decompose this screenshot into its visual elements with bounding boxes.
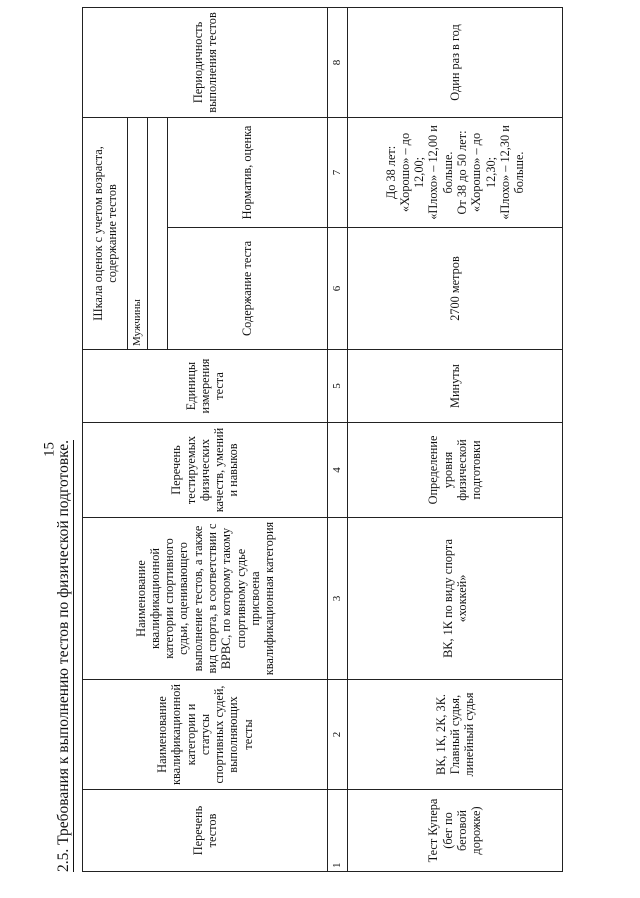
header-gender-blank: [148, 117, 168, 349]
column-number-8: 8: [328, 7, 348, 117]
norm-line: «Хорошо» – до 12,30;: [469, 132, 498, 213]
table-row: [348, 7, 563, 871]
header-row-1: [83, 7, 128, 871]
cell-units: Минуты: [348, 350, 563, 423]
norm-line: До 38 лет:: [383, 145, 398, 200]
column-number-7: 7: [328, 117, 348, 227]
column-number-1: 1: [328, 790, 348, 872]
norm-line: От 38 до 50 лет:: [455, 130, 469, 215]
header-tested-qualities: Перечень тестируемых физических качеств, умений и навыков: [83, 423, 328, 518]
cell-norm: [348, 117, 563, 227]
column-number-5: 5: [328, 350, 348, 423]
column-number-4: 4: [328, 423, 348, 518]
cell-tested-qualities: Определение уровня физической подготовки: [348, 423, 563, 518]
column-number-6: 6: [328, 228, 348, 350]
header-norm: Норматив, оценка: [168, 117, 328, 227]
cell-periodicity: Один раз в год: [348, 7, 563, 117]
column-number-2: 2: [328, 680, 348, 790]
header-units: Единицы измерения теста: [83, 350, 328, 423]
section-title: 2.5. Требования к выполнению тестов по физической подготовке.: [55, 439, 72, 872]
norm-line: «Хорошо» – до 12,00;: [397, 132, 427, 213]
norm-line: «Плохо» – 12,00 и больше.: [426, 125, 455, 220]
cell-evaluator: ВК, 1К по виду спорта «хоккей»: [348, 518, 563, 680]
header-evaluator-category: Наименование квалификационной категории спортивного судьи, оценивающего выполнение тестов, а также вид спорта, в соответствии с ВРВС, по которому такому спортивному судье присвоена квалификационная категория: [83, 518, 328, 680]
header-judge-categories: Наименование квалификационной категории и статусы спортивных судей, выполняющих тесты: [83, 680, 328, 790]
cell-judge-categories: ВК, 1К, 2К, 3К. Главный судья, линейный судья: [348, 680, 563, 790]
header-test-list: Перечень тестов: [83, 790, 328, 872]
header-scale-group: Шкала оценок с учетом возраста, содержание тестов: [83, 117, 128, 349]
cell-test-content: 2700 метров: [348, 228, 563, 350]
column-number-3: 3: [328, 518, 348, 680]
norm-line: «Плохо» – 12,30 и больше.: [497, 125, 527, 220]
header-periodicity: Периодичность выполнения тестов: [83, 7, 328, 117]
column-numbers-row: [328, 7, 348, 871]
page-number: 15: [41, 442, 58, 457]
header-gender: Мужчины: [128, 117, 148, 349]
cell-test-name: Тест Купера (бег по беговой дорожке): [348, 790, 563, 872]
header-test-content: Содержание теста: [168, 228, 328, 350]
physical-tests-table: [82, 7, 563, 872]
